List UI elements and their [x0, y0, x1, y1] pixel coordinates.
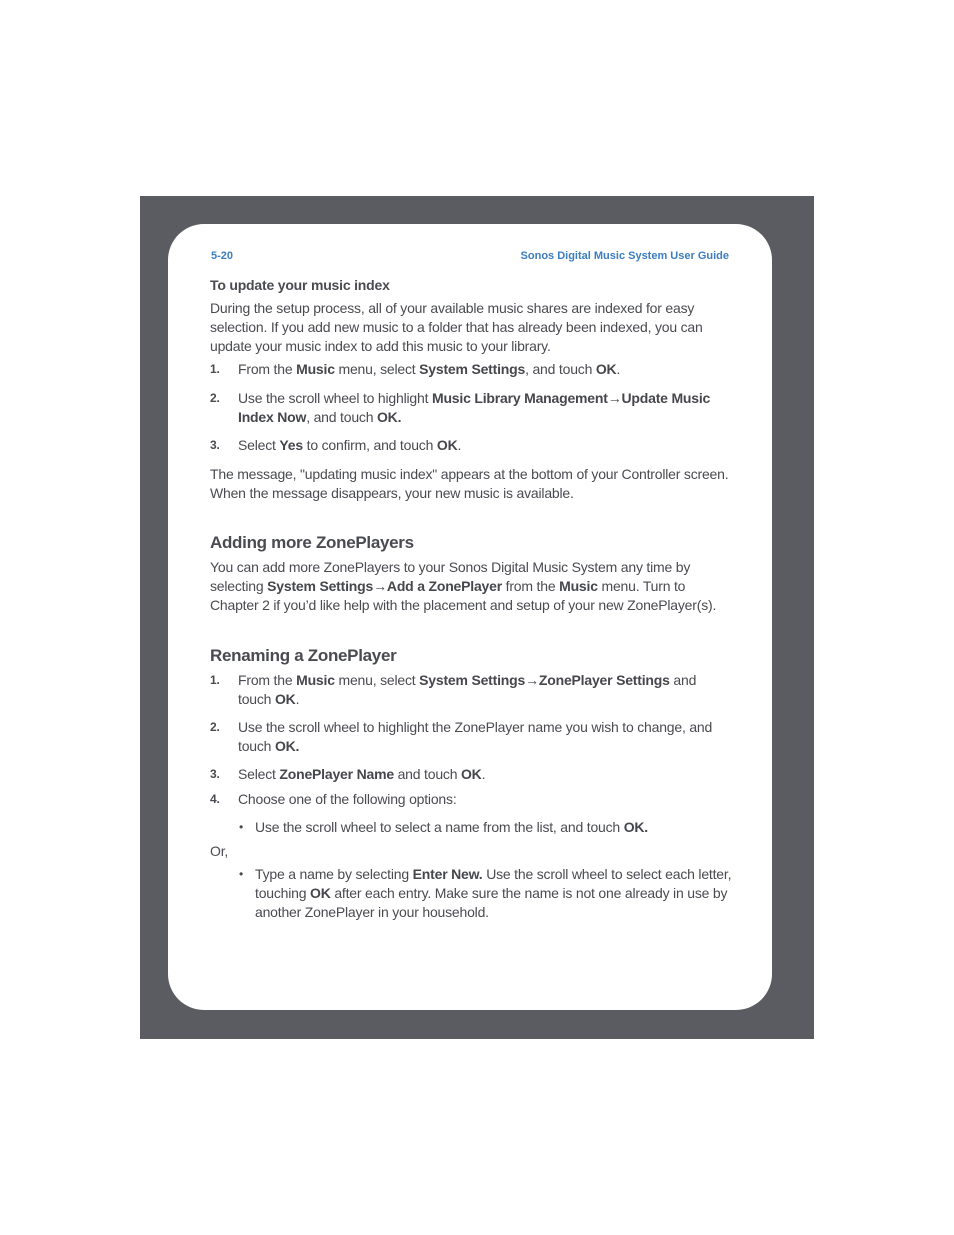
paragraph-text: menu. Turn to Chapter 2 if you’d like help with the placement and setup of your new ZonePlayer(s).: [210, 578, 717, 613]
menu-name: ZonePlayer Settings: [538, 672, 670, 688]
step-number: 3.: [210, 767, 220, 781]
bullet-text: after each entry. Make sure the name is not one already in use by another ZonePlayer in your household.: [255, 885, 728, 920]
step-text: Select: [238, 766, 280, 782]
arrow-icon: →: [607, 390, 622, 406]
update-index-outro: The message, "updating music index" appears at the bottom of your Controller screen. When the message disappears, your new music is available.: [210, 466, 729, 501]
step-text: and touch: [238, 672, 697, 707]
step-text: menu, select: [334, 672, 420, 688]
step-number: 2.: [210, 391, 220, 405]
button-name: OK.: [623, 819, 648, 835]
button-name: OK: [595, 361, 617, 377]
button-name: OK.: [274, 738, 300, 754]
option-bullet-1: [210, 818, 732, 837]
step-number: 2.: [210, 720, 220, 734]
guide-title: Sonos Digital Music System User Guide: [520, 250, 729, 262]
step-number: 1.: [210, 673, 220, 687]
rename-step-2: [210, 718, 732, 756]
button-name: Enter New.: [412, 866, 483, 882]
paragraph-text: You can add more ZonePlayers to your Sonos Digital Music System any time by selecting: [210, 559, 691, 594]
step-text: .: [481, 766, 486, 782]
update-index-intro: During the setup process, all of your available music shares are indexed for easy selection. If you add new music to a folder that has already been indexed, you can update your music index to add this music to your library.: [210, 300, 703, 354]
step-text: to confirm, and touch: [302, 437, 437, 453]
menu-name: Music Library Management: [431, 390, 608, 406]
adding-paragraph: [210, 558, 732, 615]
menu-name: System Settings: [267, 578, 374, 594]
bullet-text: Use the scroll wheel to select a name from the list, and touch: [255, 819, 624, 835]
step-number: 4.: [210, 792, 220, 806]
step-text: .: [457, 437, 462, 453]
bullet-text: Type a name by selecting: [255, 866, 413, 882]
menu-name: Music: [296, 361, 335, 377]
step-text: .: [616, 361, 621, 377]
step-text: From the: [238, 361, 297, 377]
step-number: 1.: [210, 362, 220, 376]
option-name: Yes: [279, 437, 303, 453]
update-step-2: [210, 389, 732, 427]
or-label: Or,: [210, 843, 229, 859]
step-text: Choose one of the following options:: [238, 791, 457, 807]
step-text: , and touch: [306, 409, 377, 425]
page-number: 5-20: [211, 250, 234, 262]
step-text: Use the scroll wheel to highlight the ZonePlayer name you wish to change, and touch: [238, 719, 713, 754]
step-text: .: [295, 691, 300, 707]
rename-step-4: [210, 790, 732, 809]
step-text: Use the scroll wheel to highlight: [238, 390, 432, 406]
step-text: menu, select: [334, 361, 420, 377]
step-text: , and touch: [525, 361, 596, 377]
menu-name: Music: [296, 672, 335, 688]
heading-adding-zoneplayers: Adding more ZonePlayers: [210, 533, 414, 552]
button-name: OK: [310, 885, 331, 901]
menu-name: System Settings: [419, 672, 526, 688]
option-name: ZonePlayer Name: [279, 766, 394, 782]
step-number: 3.: [210, 438, 220, 452]
bullet-text: Use the scroll wheel to select each letter, touching: [255, 866, 732, 901]
subheading-update-index: To update your music index: [210, 277, 390, 293]
option-bullet-2: [210, 865, 732, 922]
page-content: [210, 276, 732, 922]
button-name: OK: [460, 766, 482, 782]
button-name: OK.: [376, 409, 402, 425]
menu-name: System Settings: [419, 361, 526, 377]
step-text: Select: [238, 437, 280, 453]
update-step-3: [210, 436, 732, 455]
update-step-1: [210, 360, 732, 379]
step-text: and touch: [393, 766, 461, 782]
bullet-icon: •: [239, 867, 244, 881]
paragraph-text: from the: [501, 578, 560, 594]
step-text: From the: [238, 672, 297, 688]
heading-renaming-zoneplayer: Renaming a ZonePlayer: [210, 646, 397, 665]
menu-name: Music: [559, 578, 598, 594]
menu-name: Update Music Index Now: [238, 390, 711, 425]
button-name: OK: [436, 437, 458, 453]
bullet-icon: •: [239, 820, 244, 834]
arrow-icon: →: [525, 672, 539, 688]
button-name: OK: [274, 691, 296, 707]
rename-step-3: [210, 765, 732, 784]
arrow-icon: →: [373, 578, 387, 594]
menu-name: Add a ZonePlayer: [386, 578, 502, 594]
rename-step-1: [210, 671, 732, 709]
